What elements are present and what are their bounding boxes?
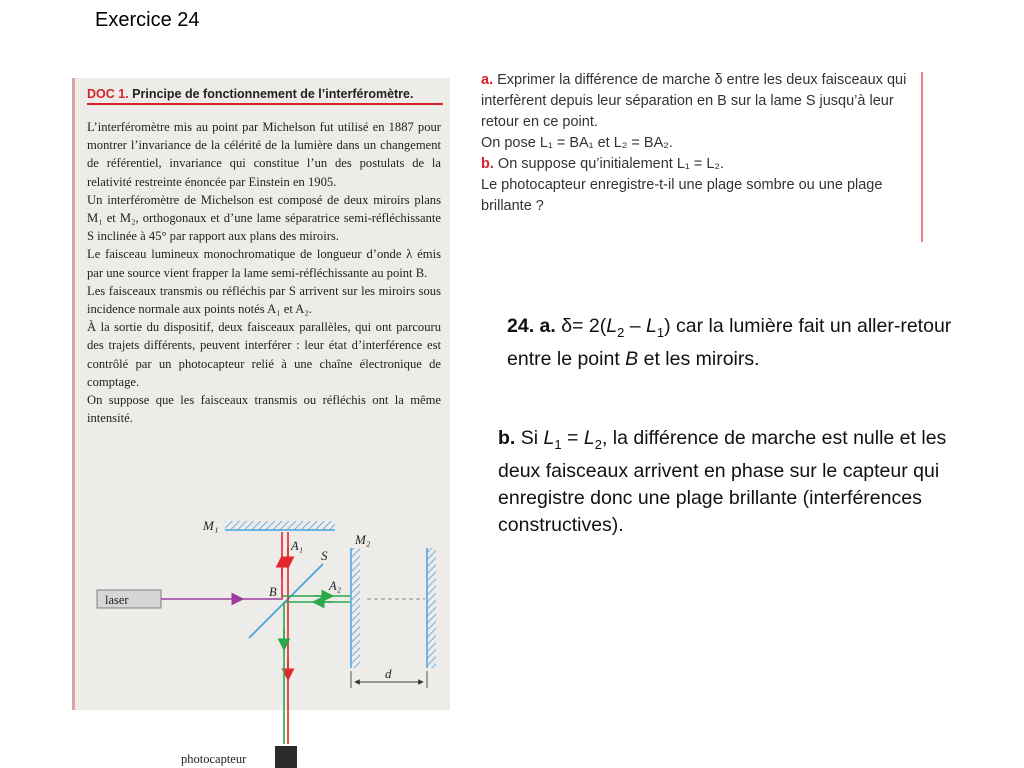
answer-b-label: b. [498,427,516,449]
answer-a-minus: – [624,315,646,337]
answer-a-num: 24. a. [507,315,556,337]
mirror-m1 [225,521,335,530]
question-b-text: On suppose qu’initialement L₁ = L₂. [497,156,725,172]
answer-a-sub2: 2 [617,324,625,340]
photocapteur [275,746,297,768]
label-photocapteur: photocapteur [181,752,247,766]
doc-panel [72,78,450,766]
answer-b-sub2: 2 [594,436,602,452]
mirror-m2 [351,548,360,668]
answer-a [507,313,967,373]
label-m2: M₂ [355,532,371,547]
doc-paragraph: Le faisceau lumineux monochromatique de longueur d’onde λ émis par une source vient frapper la lame semi-réfléchissante au point B. [87,247,441,280]
label-a1: A₁ [291,539,303,553]
answer-b [498,425,968,539]
question-b-question: Le photocapteur enregistre-t-il une plage sombre ou une plage brillante ? [481,177,883,214]
doc-paragraph: À la sortie du dispositif, deux faisceaux parallèles, qui ont parcouru des trajets différents, peuvent interférer : leur état d’interférence est contrôlé par un photocapteur relié à une chaîne électronique de comptage. [87,320,441,389]
doc-header [87,87,413,101]
label-d: d [385,666,392,681]
question-b [481,154,921,175]
doc-paragraph: Un interféromètre de Michelson est composé de deux miroirs plans M₁ et M₂, orthogonaux et d’une lame séparatrice semi-réfléchissante S inclinée à 45° par rapport aux plans des miroirs. [87,192,441,244]
answer-b-sub1: 1 [554,436,562,452]
slide-title: Exercice 24 [95,9,200,31]
exercise-side-bar [921,72,923,242]
label-s: S [321,548,328,563]
beam-splitter [249,564,323,638]
question-a-text: Exprimer la différence de marche δ entre les deux faisceaux qui interfèrent depuis leur séparation en B sur la lame S jusqu’à leur retour en ce point. [481,72,907,130]
michelson-diagram [75,508,453,766]
mirror-m2-displaced [427,548,436,668]
question-b-label: b. [481,156,494,172]
answer-a-b: B [625,347,639,370]
answer-a-l2: L [606,315,618,337]
doc-tag: DOC 1. [87,87,129,101]
question-a-label: a. [481,72,494,88]
answer-a-formula: δ= 2( [561,315,607,337]
label-laser: laser [105,593,129,607]
answer-a-sub1: 1 [656,324,665,340]
answer-b-l2: L [583,427,595,449]
doc-paragraph: L’interféromètre mis au point par Michelson fut utilisé en 1887 pour montrer l’invariance de la célérité de la lumière dans un changement de référentiel, invariance qui constitue l’un des postulats de la relativité restreinte énoncée par Einstein en 1905. [87,120,441,189]
answer-b-si: Si [515,427,544,449]
exercise-questions [481,70,921,217]
answer-b-rest: , la différence de marche est nulle et les deux faisceaux arrivent en phase sur le capteur qui enregistre donc une plage brillante (interférences constructives). [498,427,947,536]
doc-body [87,118,441,427]
doc-title: Principe de fonctionnement de l’interféromètre. [132,87,414,101]
answer-a-rest1: ) car la lumière fait un aller-retour entre le point [507,315,952,370]
doc-paragraph: Les faisceaux transmis ou réfléchis par S arrivent sur les miroirs sous incidence normale aux points notés A₁ et A₂. [87,283,441,317]
label-a2: A₂ [329,579,341,593]
label-b: B [269,585,277,599]
answer-b-eq: = [561,427,584,449]
answer-a-l1: L [646,315,657,337]
label-m1: M₁ [203,518,219,533]
question-pose: On pose L₁ = BA₁ et L₂ = BA₂. [481,135,673,151]
doc-paragraph: On suppose que les faisceaux transmis ou réfléchis ont la même intensité. [87,393,441,426]
answer-b-l1: L [543,427,555,449]
question-a [481,70,921,133]
answer-a-rest2: et les miroirs. [638,347,760,370]
doc-header-rule [87,103,443,105]
